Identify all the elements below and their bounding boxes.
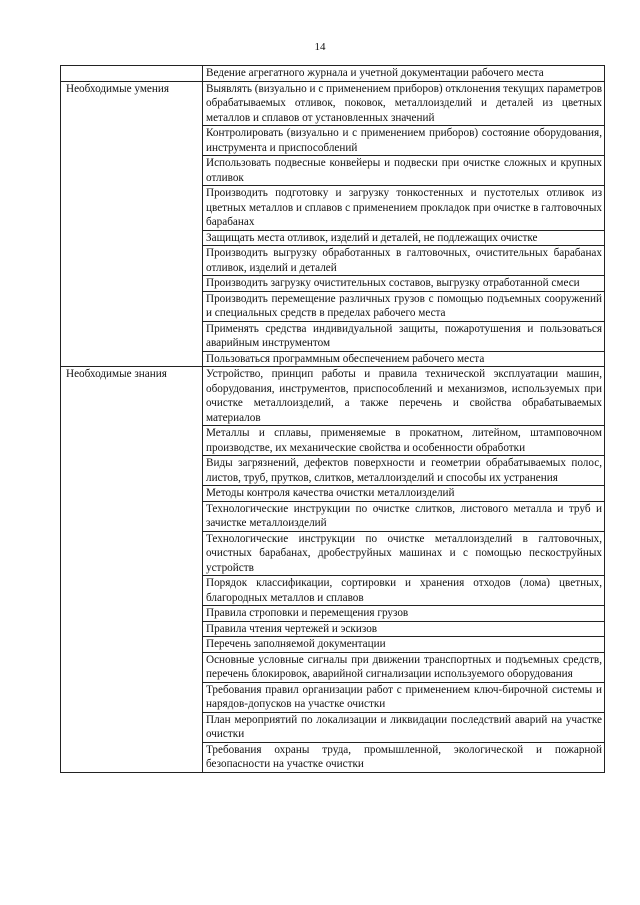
table-cell: Основные условные сигналы при движении транспортных и подъемных средств, перечень блокировок, аварийной сигнализации используемого оборудования — [203, 652, 605, 682]
table-cell: Металлы и сплавы, применяемые в прокатном, литейном, штамповочном производстве, их механические свойства и особенности обработки — [203, 426, 605, 456]
table-cell: Защищать места отливок, изделий и деталей, не подлежащих очистке — [203, 230, 605, 246]
table-cell-empty — [61, 66, 203, 82]
table-cell: План мероприятий по локализации и ликвидации последствий аварий на участке очистки — [203, 712, 605, 742]
table-cell: Применять средства индивидуальной защиты, пожаротушения и пользоваться аварийным инструментом — [203, 321, 605, 351]
table-cell: Перечень заполняемой документации — [203, 637, 605, 653]
table-cell: Виды загрязнений, дефектов поверхности и геометрии обрабатываемых полос, листов, труб, прутков, слитков, металлоизделий и способы их устранения — [203, 456, 605, 486]
table-cell: Выявлять (визуально и с применением приборов) отклонения текущих параметров обрабатываемых отливок, поковок, металлоизделий и деталей из цветных металлов и сплавов от установленных значений — [203, 81, 605, 126]
table-cell: Производить подготовку и загрузку тонкостенных и пустотелых отливок из цветных металлов и сплавов с применением прокладок при очистке в галтовочных барабанах — [203, 186, 605, 231]
table-cell: Использовать подвесные конвейеры и подвески при очистке сложных и крупных отливок — [203, 156, 605, 186]
table-row — [61, 66, 605, 82]
section-label-knowledge: Необходимые знания — [61, 367, 203, 773]
table-cell: Требования охраны труда, промышленной, экологической и пожарной безопасности на участке очистки — [203, 742, 605, 772]
table-cell: Технологические инструкции по очистке слитков, листового металла и труб и зачистке металлоизделий — [203, 501, 605, 531]
table-cell: Правила чтения чертежей и эскизов — [203, 621, 605, 637]
table-cell: Правила строповки и перемещения грузов — [203, 606, 605, 622]
table-cell: Производить выгрузку обработанных в галтовочных, очистительных барабанах отливок, изделий и деталей — [203, 246, 605, 276]
table-cell: Контролировать (визуально и с применением приборов) состояние оборудования, инструмента и приспособлений — [203, 126, 605, 156]
table-row — [61, 367, 605, 426]
competency-table — [60, 65, 605, 773]
table-cell: Производить загрузку очистительных составов, выгрузку отработанной смеси — [203, 276, 605, 292]
table-cell: Методы контроля качества очистки металлоизделий — [203, 486, 605, 502]
table-cell: Производить перемещение различных грузов с помощью подъемных сооружений и специальных средств в пределах рабочего места — [203, 291, 605, 321]
section-label-skills: Необходимые умения — [61, 81, 203, 367]
table-cell: Пользоваться программным обеспечением рабочего места — [203, 351, 605, 367]
table-cell: Ведение агрегатного журнала и учетной документации рабочего места — [203, 66, 605, 82]
table-cell: Требования правил организации работ с применением ключ-бирочной системы и нарядов-допусков на участке очистки — [203, 682, 605, 712]
table-cell: Технологические инструкции по очистке металлоизделий в галтовочных, очистных барабанах, дробеструйных машинах и с помощью пескоструйных устройств — [203, 531, 605, 576]
table-row — [61, 81, 605, 126]
table-cell: Устройство, принцип работы и правила технической эксплуатации машин, оборудования, инструментов, приспособлений и механизмов, используемых при очистке металлоизделий, а также перечень и свойства обрабатываемых материалов — [203, 367, 605, 426]
table-cell: Порядок классификации, сортировки и хранения отходов (лома) цветных, благородных металлов и сплавов — [203, 576, 605, 606]
page-number: 14 — [314, 41, 326, 53]
